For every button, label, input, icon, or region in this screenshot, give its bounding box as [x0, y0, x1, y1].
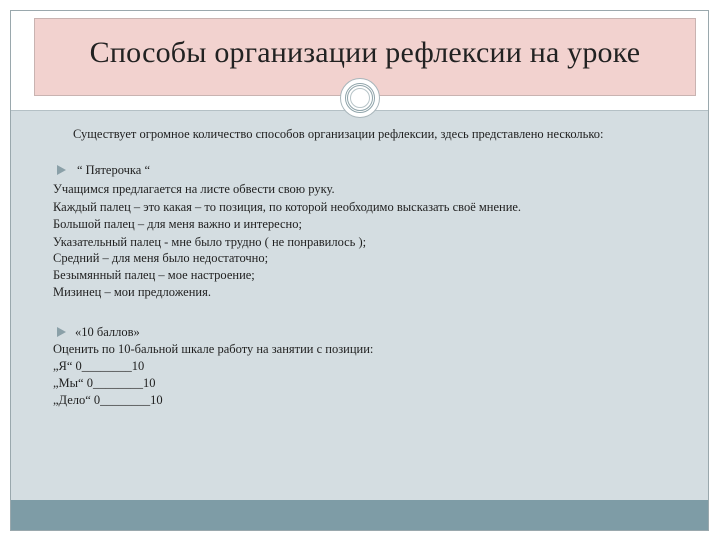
- section1-line: Большой палец – для меня важно и интересно;: [53, 217, 302, 231]
- section1-heading: “ Пятерочка “: [77, 163, 151, 177]
- section2-line: „Дело“ 0________10: [53, 393, 163, 407]
- section1-line: Каждый палец – это какая – то позиция, по которой необходимо высказать своё мнение.: [53, 200, 522, 214]
- section1-line: Учащимся предлагается на листе обвести свою руку.: [53, 182, 335, 196]
- section2-line: Оценить по 10-бальной шкале работу на занятии с позиции:: [53, 342, 374, 356]
- circle-ornament-icon: [340, 78, 380, 118]
- section2-line: „Мы“ 0________10: [53, 376, 156, 390]
- intro-text: Существует огромное количество способов организации рефлексии, здесь представлено несколько:: [73, 127, 604, 141]
- footer-bar: [11, 500, 708, 530]
- section1-line: Мизинец – мои предложения.: [53, 285, 211, 299]
- bullet-triangle-icon: [57, 165, 66, 175]
- slide-title: Способы организации рефлексии на уроке: [89, 36, 641, 69]
- section1-line: Средний – для меня было недостаточно;: [53, 251, 269, 265]
- bullet-triangle-icon: [57, 327, 66, 337]
- ornament-inner: [350, 88, 370, 108]
- section2-line: „Я“ 0________10: [53, 359, 145, 373]
- section1-line: Безымянный палец – мое настроение;: [53, 268, 255, 282]
- section1-line: Указательный палец - мне было трудно ( не понравилось );: [53, 235, 367, 249]
- section2-heading: «10 баллов»: [75, 325, 140, 339]
